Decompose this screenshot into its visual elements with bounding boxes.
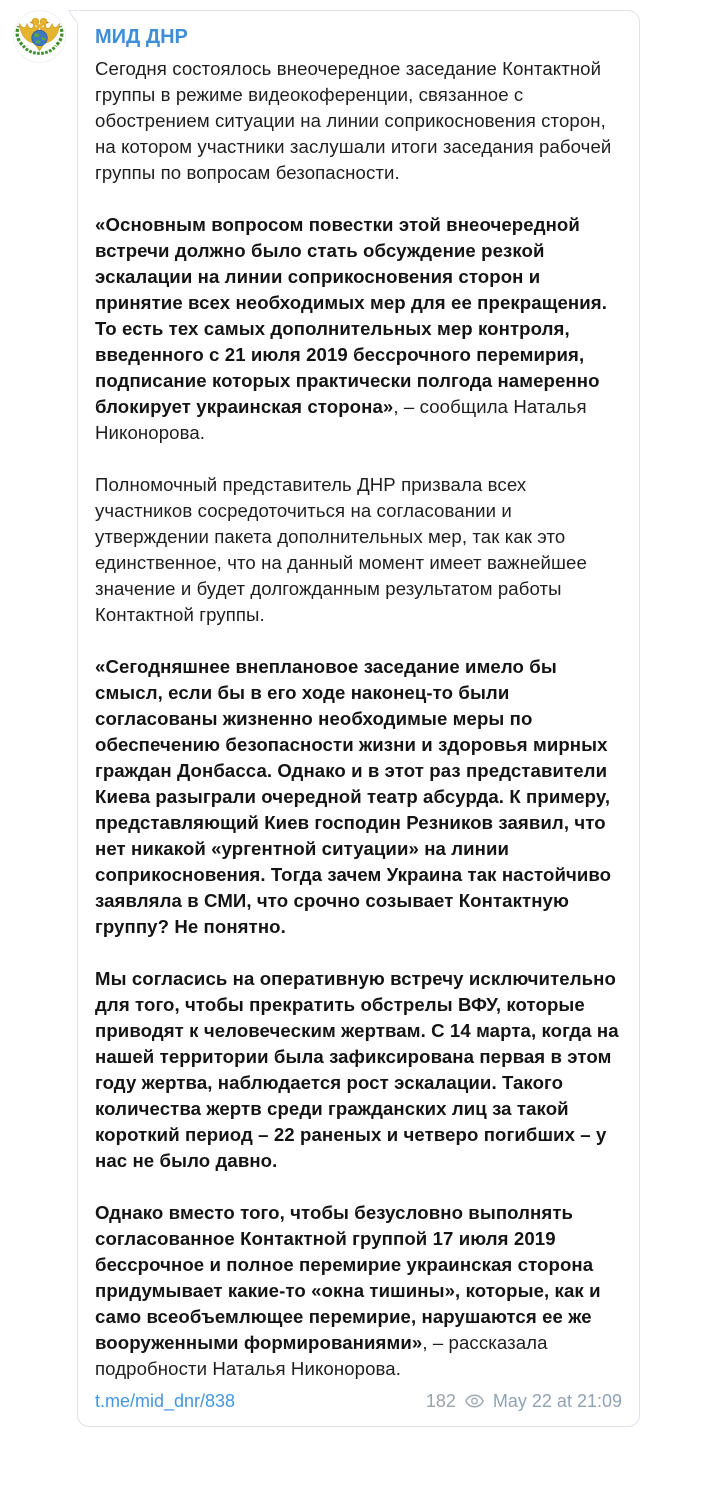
channel-name[interactable]: МИД ДНР <box>95 26 188 48</box>
message-paragraph <box>95 966 622 1174</box>
paragraph-regular-text: , – рассказала подробности Наталья Никонорова. <box>95 1332 548 1379</box>
message-footer <box>95 1388 622 1414</box>
message-paragraph <box>95 1200 622 1382</box>
paragraph-bold-text: Однако вместо того, чтобы безусловно выполнять согласованное Контактной группой 17 июля 2019 бессрочное и полное перемирие украинская сторона придумывает какие-то «окна тишины», которые, как и само всеобъемлющее перемирие, нарушаются ее же вооруженными формированиями» <box>95 1202 601 1353</box>
paragraph-regular-text: Сегодня состоялось внеочередное заседание Контактной группы в режиме видеокоференции, связанное с обострением ситуации на линии соприкосновения сторон, на котором участники заслушали итоги заседания рабочей группы по вопросам безопасности. <box>95 58 612 183</box>
message-date[interactable]: May 22 at 21:09 <box>492 1391 622 1411</box>
message-paragraph <box>95 472 622 628</box>
paragraph-bold-text: Мы согласись на оперативную встречу исключительно для того, чтобы прекратить обстрелы ВФУ, которые приводят к человеческим жертвам. С 14 марта, когда на нашей территории была зафиксирована первая в этом году жертва, наблюдается рост эскалации. Такого количества жертв среди гражданских лиц за такой короткий период – 22 раненых и четверо погибших – у нас не было давно. <box>95 968 619 1171</box>
message-paragraph <box>95 56 622 186</box>
message-permalink[interactable]: t.me/mid_dnr/838 <box>95 1391 236 1411</box>
dnr-mfa-eagle-emblem-icon <box>13 50 66 63</box>
paragraph-bold-text: «Основным вопросом повестки этой внеочередной встречи должно было стать обсуждение резкой эскалации на линии соприкосновения сторон и принятие всех необходимых мер для ее прекращения. То есть тех самых дополнительных мер контроля, введенного с 21 июля 2019 бессрочного перемирия, подписание которых практически полгода намеренно блокирует украинская сторона» <box>95 214 608 417</box>
paragraph-regular-text: Полномочный представитель ДНР призвала всех участников сосредоточиться на согласовании и утверждении пакета дополнительных мер, так как это единственное, что на данный момент имеет важнейшее значение и будет долгожданным результатом работы Контактной группы. <box>95 474 587 625</box>
message-paragraph <box>95 212 622 446</box>
message-meta <box>426 1388 622 1414</box>
paragraph-regular-text: , – сообщила Наталья Никонорова. <box>95 396 587 443</box>
views-count: 182 <box>425 1391 456 1411</box>
paragraph-bold-text: «Сегодняшнее внеплановое заседание имело бы смысл, если бы в его ходе наконец-то были согласованы жизненно необходимые меры по обеспечению безопасности жизни и здоровья мирных граждан Донбасса. Однако и в этот раз представители Киева разыграли очередной театр абсурда. К примеру, представляющий Киев господин Резников заявил, что нет никакой «ургентной ситуации» на линии соприкосновения. Тогда зачем Украина так настойчиво заявляла в СМИ, что срочно созывает Контактную группу? Не понятно. <box>95 656 612 937</box>
message-text <box>95 56 622 1382</box>
bubble-tail <box>67 10 79 25</box>
message-bubble <box>77 10 640 1427</box>
channel-avatar[interactable] <box>13 10 66 63</box>
eye-icon <box>465 1390 484 1414</box>
message-paragraph <box>95 654 622 940</box>
